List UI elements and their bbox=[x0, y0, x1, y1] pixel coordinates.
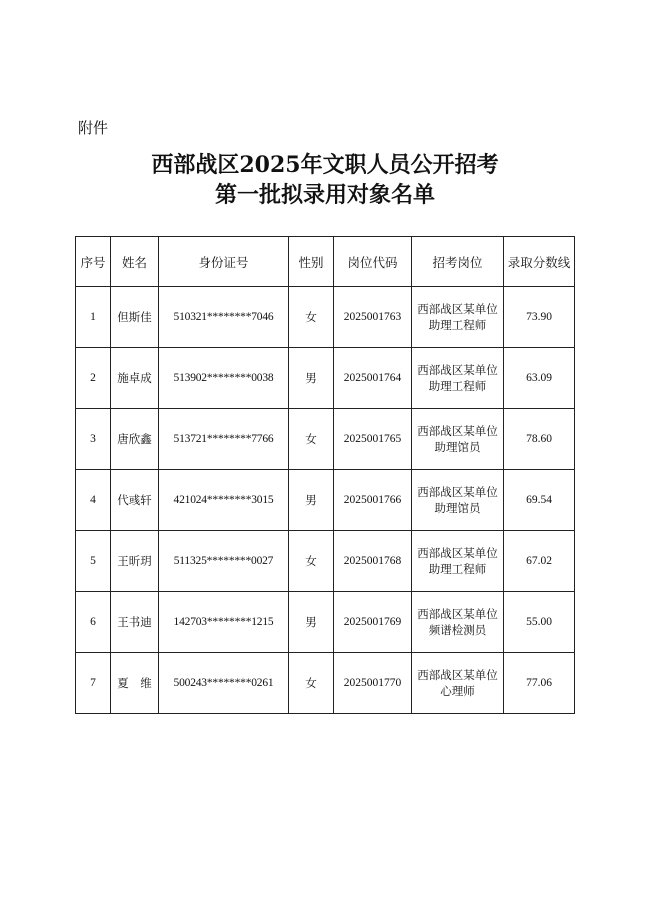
table-row bbox=[76, 470, 575, 531]
cell-score: 69.54 bbox=[504, 470, 575, 531]
cell-no: 6 bbox=[76, 592, 111, 653]
cell-post-unit: 西部战区某单位 bbox=[417, 302, 498, 316]
title-line-2: 第一批拟录用对象名单 bbox=[214, 182, 435, 208]
cell-score: 78.60 bbox=[504, 409, 575, 470]
cell-gender: 男 bbox=[289, 592, 334, 653]
cell-post bbox=[412, 287, 504, 348]
cell-post-unit: 西部战区某单位 bbox=[417, 546, 498, 560]
cell-no: 5 bbox=[76, 531, 111, 592]
cell-post-title: 助理馆员 bbox=[434, 440, 481, 454]
cell-post-title: 助理工程师 bbox=[428, 562, 487, 576]
cell-name: 代彧轩 bbox=[111, 470, 159, 531]
cell-id: 513721********7766 bbox=[159, 409, 289, 470]
cell-name: 唐欣鑫 bbox=[111, 409, 159, 470]
cell-name: 施卓成 bbox=[111, 348, 159, 409]
cell-id: 421024********3015 bbox=[159, 470, 289, 531]
cell-no: 4 bbox=[76, 470, 111, 531]
cell-post-code: 2025001764 bbox=[334, 348, 412, 409]
cell-post bbox=[412, 470, 504, 531]
cell-post-unit: 西部战区某单位 bbox=[417, 485, 498, 499]
table-row bbox=[76, 653, 575, 714]
document-title bbox=[0, 150, 650, 210]
cell-no: 7 bbox=[76, 653, 111, 714]
column-header-score: 录取分数线 bbox=[504, 237, 575, 287]
table-row bbox=[76, 348, 575, 409]
cell-post bbox=[412, 592, 504, 653]
cell-no: 1 bbox=[76, 287, 111, 348]
cell-post bbox=[412, 409, 504, 470]
cell-score: 55.00 bbox=[504, 592, 575, 653]
table-header-row bbox=[76, 237, 575, 287]
cell-score: 67.02 bbox=[504, 531, 575, 592]
cell-post-title: 频谱检测员 bbox=[428, 623, 487, 637]
column-header-no: 序号 bbox=[76, 237, 111, 287]
cell-post-title: 心理师 bbox=[440, 684, 475, 698]
cell-no: 2 bbox=[76, 348, 111, 409]
table-row bbox=[76, 531, 575, 592]
cell-post bbox=[412, 348, 504, 409]
cell-id: 500243********0261 bbox=[159, 653, 289, 714]
title-line-1: 西部战区2025年文职人员公开招考 bbox=[151, 152, 499, 178]
cell-no: 3 bbox=[76, 409, 111, 470]
cell-id: 510321********7046 bbox=[159, 287, 289, 348]
cell-id: 511325********0027 bbox=[159, 531, 289, 592]
cell-post-title: 助理工程师 bbox=[428, 379, 487, 393]
cell-gender: 男 bbox=[289, 470, 334, 531]
attachment-label: 附件 bbox=[78, 119, 109, 137]
roster-table bbox=[75, 236, 575, 714]
column-header-gender: 性别 bbox=[289, 237, 334, 287]
cell-post-title: 助理馆员 bbox=[434, 501, 481, 515]
column-header-name: 姓名 bbox=[111, 237, 159, 287]
cell-post-title: 助理工程师 bbox=[428, 318, 487, 332]
cell-name: 夏 维 bbox=[111, 653, 159, 714]
column-header-id: 身份证号 bbox=[159, 237, 289, 287]
cell-post-unit: 西部战区某单位 bbox=[417, 424, 498, 438]
cell-post-code: 2025001766 bbox=[334, 470, 412, 531]
cell-post-unit: 西部战区某单位 bbox=[417, 363, 498, 377]
cell-gender: 男 bbox=[289, 348, 334, 409]
table-row bbox=[76, 409, 575, 470]
column-header-post-code: 岗位代码 bbox=[334, 237, 412, 287]
cell-post-code: 2025001770 bbox=[334, 653, 412, 714]
cell-name: 但斯佳 bbox=[111, 287, 159, 348]
cell-score: 77.06 bbox=[504, 653, 575, 714]
column-header-post: 招考岗位 bbox=[412, 237, 504, 287]
cell-gender: 女 bbox=[289, 409, 334, 470]
table-row bbox=[76, 592, 575, 653]
cell-name: 王昕玥 bbox=[111, 531, 159, 592]
cell-gender: 女 bbox=[289, 653, 334, 714]
cell-post-unit: 西部战区某单位 bbox=[417, 607, 498, 621]
cell-id: 513902********0038 bbox=[159, 348, 289, 409]
cell-score: 63.09 bbox=[504, 348, 575, 409]
cell-post bbox=[412, 531, 504, 592]
cell-post bbox=[412, 653, 504, 714]
cell-post-code: 2025001763 bbox=[334, 287, 412, 348]
cell-post-code: 2025001768 bbox=[334, 531, 412, 592]
cell-score: 73.90 bbox=[504, 287, 575, 348]
cell-gender: 女 bbox=[289, 287, 334, 348]
cell-gender: 女 bbox=[289, 531, 334, 592]
cell-post-unit: 西部战区某单位 bbox=[417, 668, 498, 682]
cell-post-code: 2025001769 bbox=[334, 592, 412, 653]
cell-name: 王书迪 bbox=[111, 592, 159, 653]
table-row bbox=[76, 287, 575, 348]
cell-post-code: 2025001765 bbox=[334, 409, 412, 470]
cell-id: 142703********1215 bbox=[159, 592, 289, 653]
